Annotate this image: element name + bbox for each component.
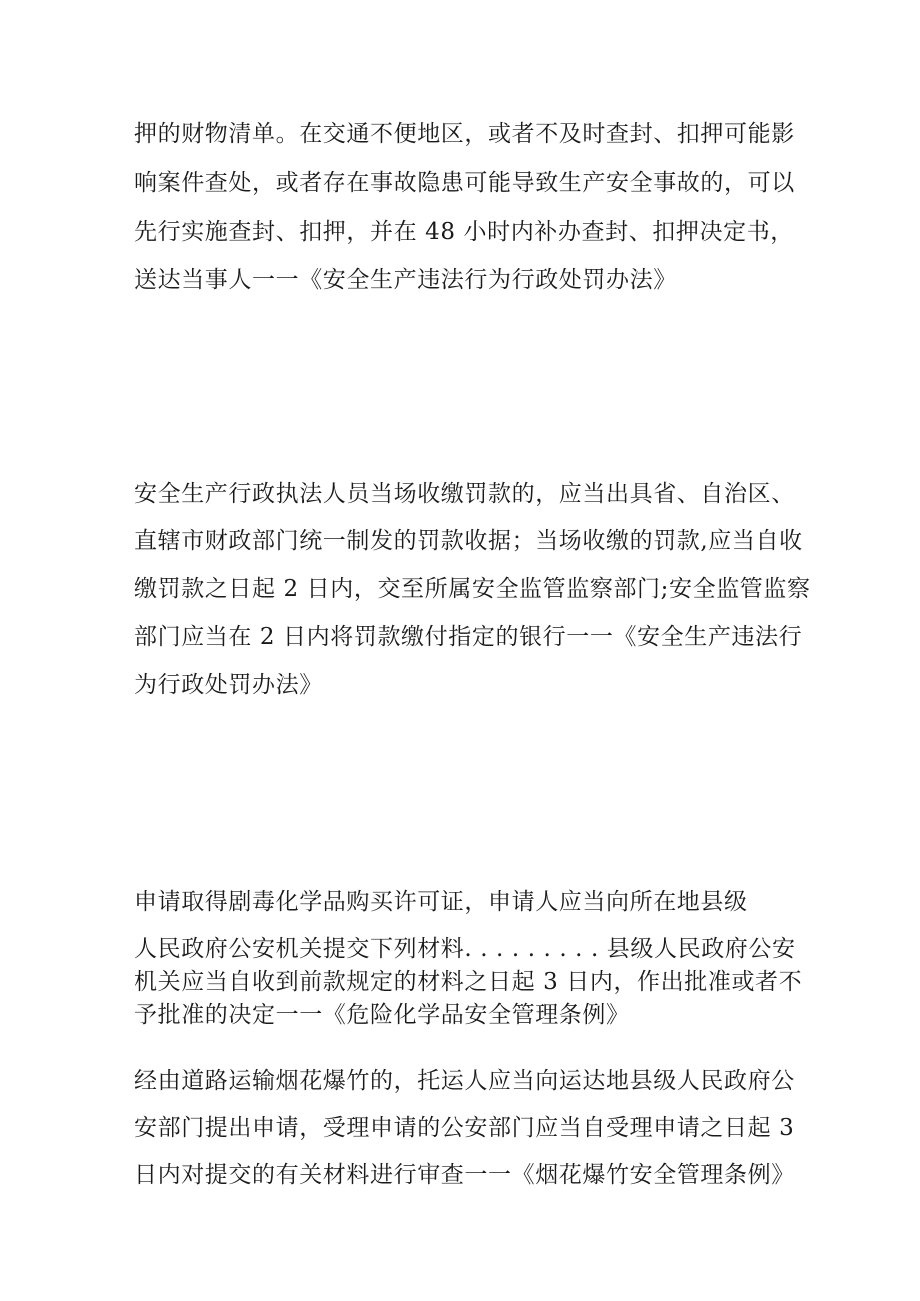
- text-line: 为行政处罚办法》: [134, 672, 323, 698]
- text-line: 押的财物清单。在交通不便地区，或者不及时查封、扣押可能影: [134, 121, 795, 147]
- text-line: 申请取得剧毒化学品购买许可证，申请人应当向所在地县级: [134, 889, 748, 915]
- text-line: 安全生产行政执法人员当场收缴罚款的，应当出具省、自治区、: [134, 481, 795, 507]
- text-line: 送达当事人一一《安全生产违法行为行政处罚办法》: [134, 267, 677, 293]
- text-line: 经由道路运输烟花爆竹的，托运人应当向运达地县级人民政府公: [134, 1068, 795, 1094]
- text-line: 直辖市财政部门统一制发的罚款收据；当场收缴的罚款,应当自收: [134, 528, 803, 554]
- text-line: 予批准的决定一一《危险化学品安全管理条例》: [134, 1002, 630, 1028]
- text-line: 人民政府公安机关提交下列材料. . . . . . . . . 县级人民政府公安: [134, 936, 796, 962]
- text-line: 先行实施查封、扣押，并在 48 小时内补办查封、扣押决定书，: [134, 219, 794, 245]
- text-line: 机关应当自收到前款规定的材料之日起 3 日内，作出批准或者不: [134, 969, 803, 995]
- text-line: 缴罚款之日起 2 日内，交至所属安全监管监察部门;安全监管监察: [134, 576, 811, 602]
- text-line: 日内对提交的有关材料进行审查一一《烟花爆竹安全管理条例》: [134, 1162, 795, 1188]
- text-line: 安部门提出申请，受理申请的公安部门应当自受理申请之日起 3: [134, 1115, 795, 1141]
- text-line: 部门应当在 2 日内将罚款缴付指定的银行一一《安全生产违法行: [134, 624, 803, 650]
- text-line: 响案件查处，或者存在事故隐患可能导致生产安全事故的，可以: [134, 170, 795, 196]
